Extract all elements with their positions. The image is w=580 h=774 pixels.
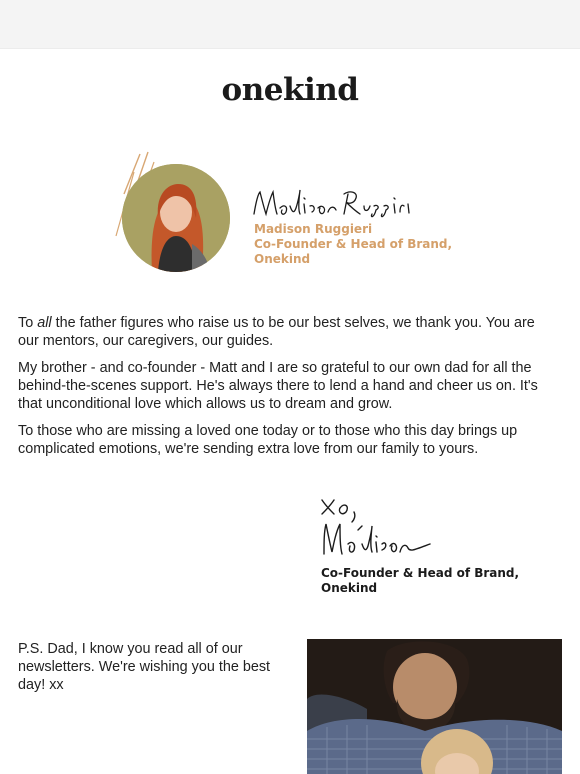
message-paragraph: To those who are missing a loved one today or to those who this day brings up complicated emotions, we're sending extra love from our family to yours. — [18, 423, 518, 457]
family-photo-icon — [307, 639, 562, 774]
message-paragraph: My brother - and co-founder - Matt and I are so grateful to our own dad for all the behind-the-scenes support. He's always there to lend a hand and cheer us on. It's that unconditional love which allows us to dream and grow. — [18, 360, 538, 412]
signoff-block — [318, 494, 558, 595]
author-name: Madison Ruggieri — [254, 222, 373, 236]
emphasis-text: all — [37, 315, 52, 331]
signature-icon — [252, 188, 412, 220]
author-meta — [254, 222, 464, 267]
postscript-text: P.S. Dad, I know you read all of our newsletters. We're wishing you the best day! xx — [18, 641, 271, 693]
author-company: Onekind — [254, 252, 311, 266]
author-portrait-icon — [122, 164, 230, 272]
xo-signature-icon — [318, 494, 448, 566]
author-block — [110, 148, 470, 283]
author-avatar — [122, 164, 230, 272]
message-paragraph: To all the father figures who raise us to be our best selves, we thank you. You are our mentors, our caregivers, our guides. — [18, 315, 535, 349]
signoff-title: Co-Founder & Head of Brand, Onekind — [321, 566, 520, 595]
message-body — [18, 314, 558, 467]
author-title: Co-Founder & Head of Brand, — [254, 237, 453, 251]
top-bar — [0, 0, 580, 49]
family-photo — [307, 639, 562, 774]
brand-logo[interactable]: onekind — [221, 72, 359, 108]
